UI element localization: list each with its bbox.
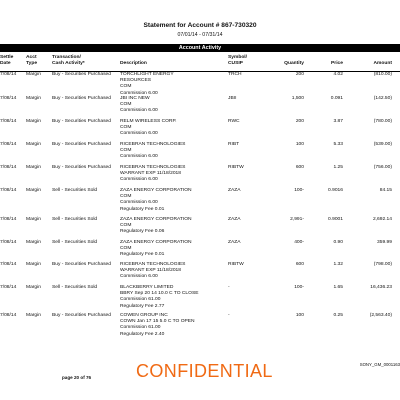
acct-type-cell: Margin (26, 285, 41, 290)
settle-date-cell: 7/08/14 (0, 142, 17, 147)
symbol-cell: ZAZA (228, 240, 241, 245)
quantity-cell: 100- (294, 188, 304, 193)
description-cell (120, 217, 192, 236)
acct-type-cell: Margin (26, 119, 41, 124)
page-number: page 20 of 76 (62, 375, 92, 380)
quantity-cell: 600 (295, 262, 304, 267)
settle-date-cell: 7/08/14 (0, 96, 17, 101)
symbol-cell: RWC (228, 119, 240, 124)
description-line: ZAZA ENERGY CORPORATION (120, 188, 192, 193)
settle-date-cell: 7/08/14 (0, 217, 17, 222)
account-activity-banner: Account Activity (0, 44, 400, 52)
quantity-cell: 100 (295, 313, 304, 318)
symbol-cell: ZAZA (228, 217, 241, 222)
description-line: COM (120, 148, 132, 154)
transaction-cell: Buy - Securities Purchased (52, 96, 111, 101)
amount-cell: (2,563.40) (369, 313, 392, 318)
settle-date-cell: 7/08/14 (0, 72, 17, 77)
price-cell: 3.87 (333, 119, 343, 124)
description-line: JBI INC NEW (120, 96, 150, 101)
description-line: COM (120, 102, 132, 108)
transaction-cell: Buy - Securities Purchased (52, 142, 111, 147)
amount-cell: 2,692.14 (372, 217, 392, 222)
description-line: RICEBRAN TECHNOLOGIES (120, 142, 186, 147)
statement-period: 07/01/14 - 07/31/14 (177, 32, 223, 38)
description-line: WARRANT EXP 11/18/2018 (120, 268, 181, 274)
description-cell (120, 313, 195, 338)
price-cell: 1.65 (333, 285, 343, 290)
description-line: COM (120, 223, 132, 229)
amount-cell: (780.00) (373, 119, 392, 124)
description-cell (120, 285, 198, 310)
description-line: Commission 6.00 (120, 200, 158, 206)
price-cell: 0.9001 (328, 217, 343, 222)
description-line: COM (120, 84, 132, 90)
description-line: Commission 6.00 (120, 274, 158, 280)
settle-date-cell: 7/08/14 (0, 119, 17, 124)
quantity-cell: 100- (294, 285, 304, 290)
transaction-cell: Buy - Securities Purchased (52, 119, 111, 124)
col-acct-type: Acct Type (26, 55, 38, 66)
acct-type-cell: Margin (26, 313, 41, 318)
description-line: COM (120, 194, 132, 200)
price-cell: 5.33 (333, 142, 343, 147)
description-line: COM (120, 246, 132, 252)
amount-cell: 359.99 (377, 240, 392, 245)
description-line: Regulatory Fee 2.77 (120, 303, 165, 309)
description-line: Commission 6.00 (120, 90, 158, 96)
statement-title: Statement for Account # 867-730320 (143, 22, 257, 29)
col-transaction: Transaction/ Cash Activity* (52, 55, 85, 66)
acct-type-cell: Margin (26, 72, 41, 77)
col-price: Price (331, 60, 343, 66)
description-line: WARRANT EXP 11/18/2018 (120, 171, 181, 177)
confidential-stamp: CONFIDENTIAL (136, 361, 273, 381)
quantity-cell: 1,500 (291, 96, 304, 101)
description-line: COWEN GROUP INC (120, 313, 168, 318)
description-line: ZAZA ENERGY CORPORATION (120, 240, 192, 245)
description-line: BLACKBERRY LIMITED (120, 285, 174, 290)
symbol-cell: ZAZA (228, 188, 241, 193)
description-line: Commission 6.00 (120, 108, 158, 114)
quantity-cell: 200 (295, 72, 304, 77)
col-settle-date: Settle Date (0, 55, 14, 66)
symbol-cell: RIBT (228, 142, 240, 147)
settle-date-cell: 7/08/14 (0, 262, 17, 267)
acct-type-cell: Margin (26, 165, 41, 170)
column-headers (0, 53, 400, 71)
description-cell (120, 188, 192, 213)
description-line: RICEBRAN TECHNOLOGIES (120, 262, 186, 267)
description-line: Regulatory Fee 0.06 (120, 229, 165, 235)
description-cell (120, 262, 185, 281)
settle-date-cell: 7/08/14 (0, 165, 17, 170)
description-line: RELM WIRELESS CORP. (120, 119, 177, 124)
symbol-cell: JBII (228, 96, 237, 101)
transaction-cell: Buy - Securities Purchased (52, 165, 111, 170)
description-cell (120, 119, 176, 138)
col-quantity: Quantity (284, 60, 304, 66)
acct-type-cell: Margin (26, 188, 41, 193)
transaction-cell: Buy - Securities Purchased (52, 313, 111, 318)
description-line: Commission 6.00 (120, 177, 158, 183)
price-cell: 0.9016 (328, 188, 343, 193)
transaction-cell: Buy - Securities Purchased (52, 262, 111, 267)
col-description: Description (120, 60, 147, 66)
description-line: Regulatory Fee 0.01 (120, 206, 165, 212)
price-cell: 1.25 (333, 165, 343, 170)
symbol-cell: - (228, 285, 230, 290)
quantity-cell: 2,991- (290, 217, 304, 222)
amount-cell: (756.00) (373, 165, 392, 170)
price-cell: 1.32 (333, 262, 343, 267)
price-cell: 0.90 (333, 240, 343, 245)
description-cell (120, 72, 174, 97)
symbol-cell: - (228, 313, 230, 318)
acct-type-cell: Margin (26, 96, 41, 101)
description-line: RESOURCES (120, 78, 151, 84)
transaction-cell: Sell - Securities Sold (52, 285, 98, 290)
settle-date-cell: 7/08/14 (0, 240, 17, 245)
acct-type-cell: Margin (26, 262, 41, 267)
settle-date-cell: 7/08/14 (0, 313, 17, 318)
settle-date-cell: 7/08/14 (0, 285, 17, 290)
transaction-cell: Sell - Securities Sold (52, 240, 98, 245)
description-line: BBRY Sep 20 14 10.0 C TO CLOSE (120, 291, 199, 297)
quantity-cell: 400- (294, 240, 304, 245)
acct-type-cell: Margin (26, 142, 41, 147)
description-line: Regulatory Fee 2.40 (120, 331, 165, 337)
description-line: Commission 61.00 (120, 325, 161, 331)
description-line: Commission 61.00 (120, 297, 161, 303)
description-line: COWN Jan 17 15 5.0 C TO OPEN (120, 319, 195, 325)
transaction-cell: Sell - Securities Sold (52, 217, 98, 222)
amount-cell: (539.00) (373, 142, 392, 147)
price-cell: 4.02 (333, 72, 343, 77)
description-cell (120, 165, 185, 184)
symbol-cell: RIBTW (228, 165, 244, 170)
acct-type-cell: Margin (26, 217, 41, 222)
description-line: COM (120, 125, 132, 131)
description-line: Commission 6.00 (120, 154, 158, 160)
statement-header (0, 22, 400, 38)
description-line: Regulatory Fee 0.01 (120, 252, 165, 258)
description-cell (120, 96, 158, 115)
transaction-cell: Buy - Securities Purchased (52, 72, 111, 77)
description-line: RICEBRAN TECHNOLOGIES (120, 165, 186, 170)
amount-cell: 16,436.23 (370, 285, 392, 290)
description-cell (120, 142, 185, 161)
col-amount: Amount (373, 60, 392, 66)
acct-type-cell: Margin (26, 240, 41, 245)
amount-cell: (810.00) (373, 72, 392, 77)
description-cell (120, 240, 192, 259)
settle-date-cell: 7/08/14 (0, 188, 17, 193)
price-cell: 0.091 (330, 96, 343, 101)
price-cell: 0.25 (333, 313, 343, 318)
description-line: Commission 6.00 (120, 131, 158, 137)
transaction-cell: Sell - Securities Sold (52, 188, 98, 193)
description-line: TORCHLIGHT ENERGY (120, 72, 174, 77)
quantity-cell: 200 (295, 119, 304, 124)
description-line: ZAZA ENERGY CORPORATION (120, 217, 192, 222)
bates-number: SONY_GM_0001163 (359, 362, 400, 367)
quantity-cell: 600 (295, 165, 304, 170)
amount-cell: (798.00) (373, 262, 392, 267)
amount-cell: (142.50) (373, 96, 392, 101)
amount-cell: 84.15 (379, 188, 392, 193)
col-symbol: Symbol/ CUSIP (228, 55, 248, 66)
symbol-cell: RIBTW (228, 262, 244, 267)
quantity-cell: 100 (295, 142, 304, 147)
symbol-cell: TRCH (228, 72, 242, 77)
